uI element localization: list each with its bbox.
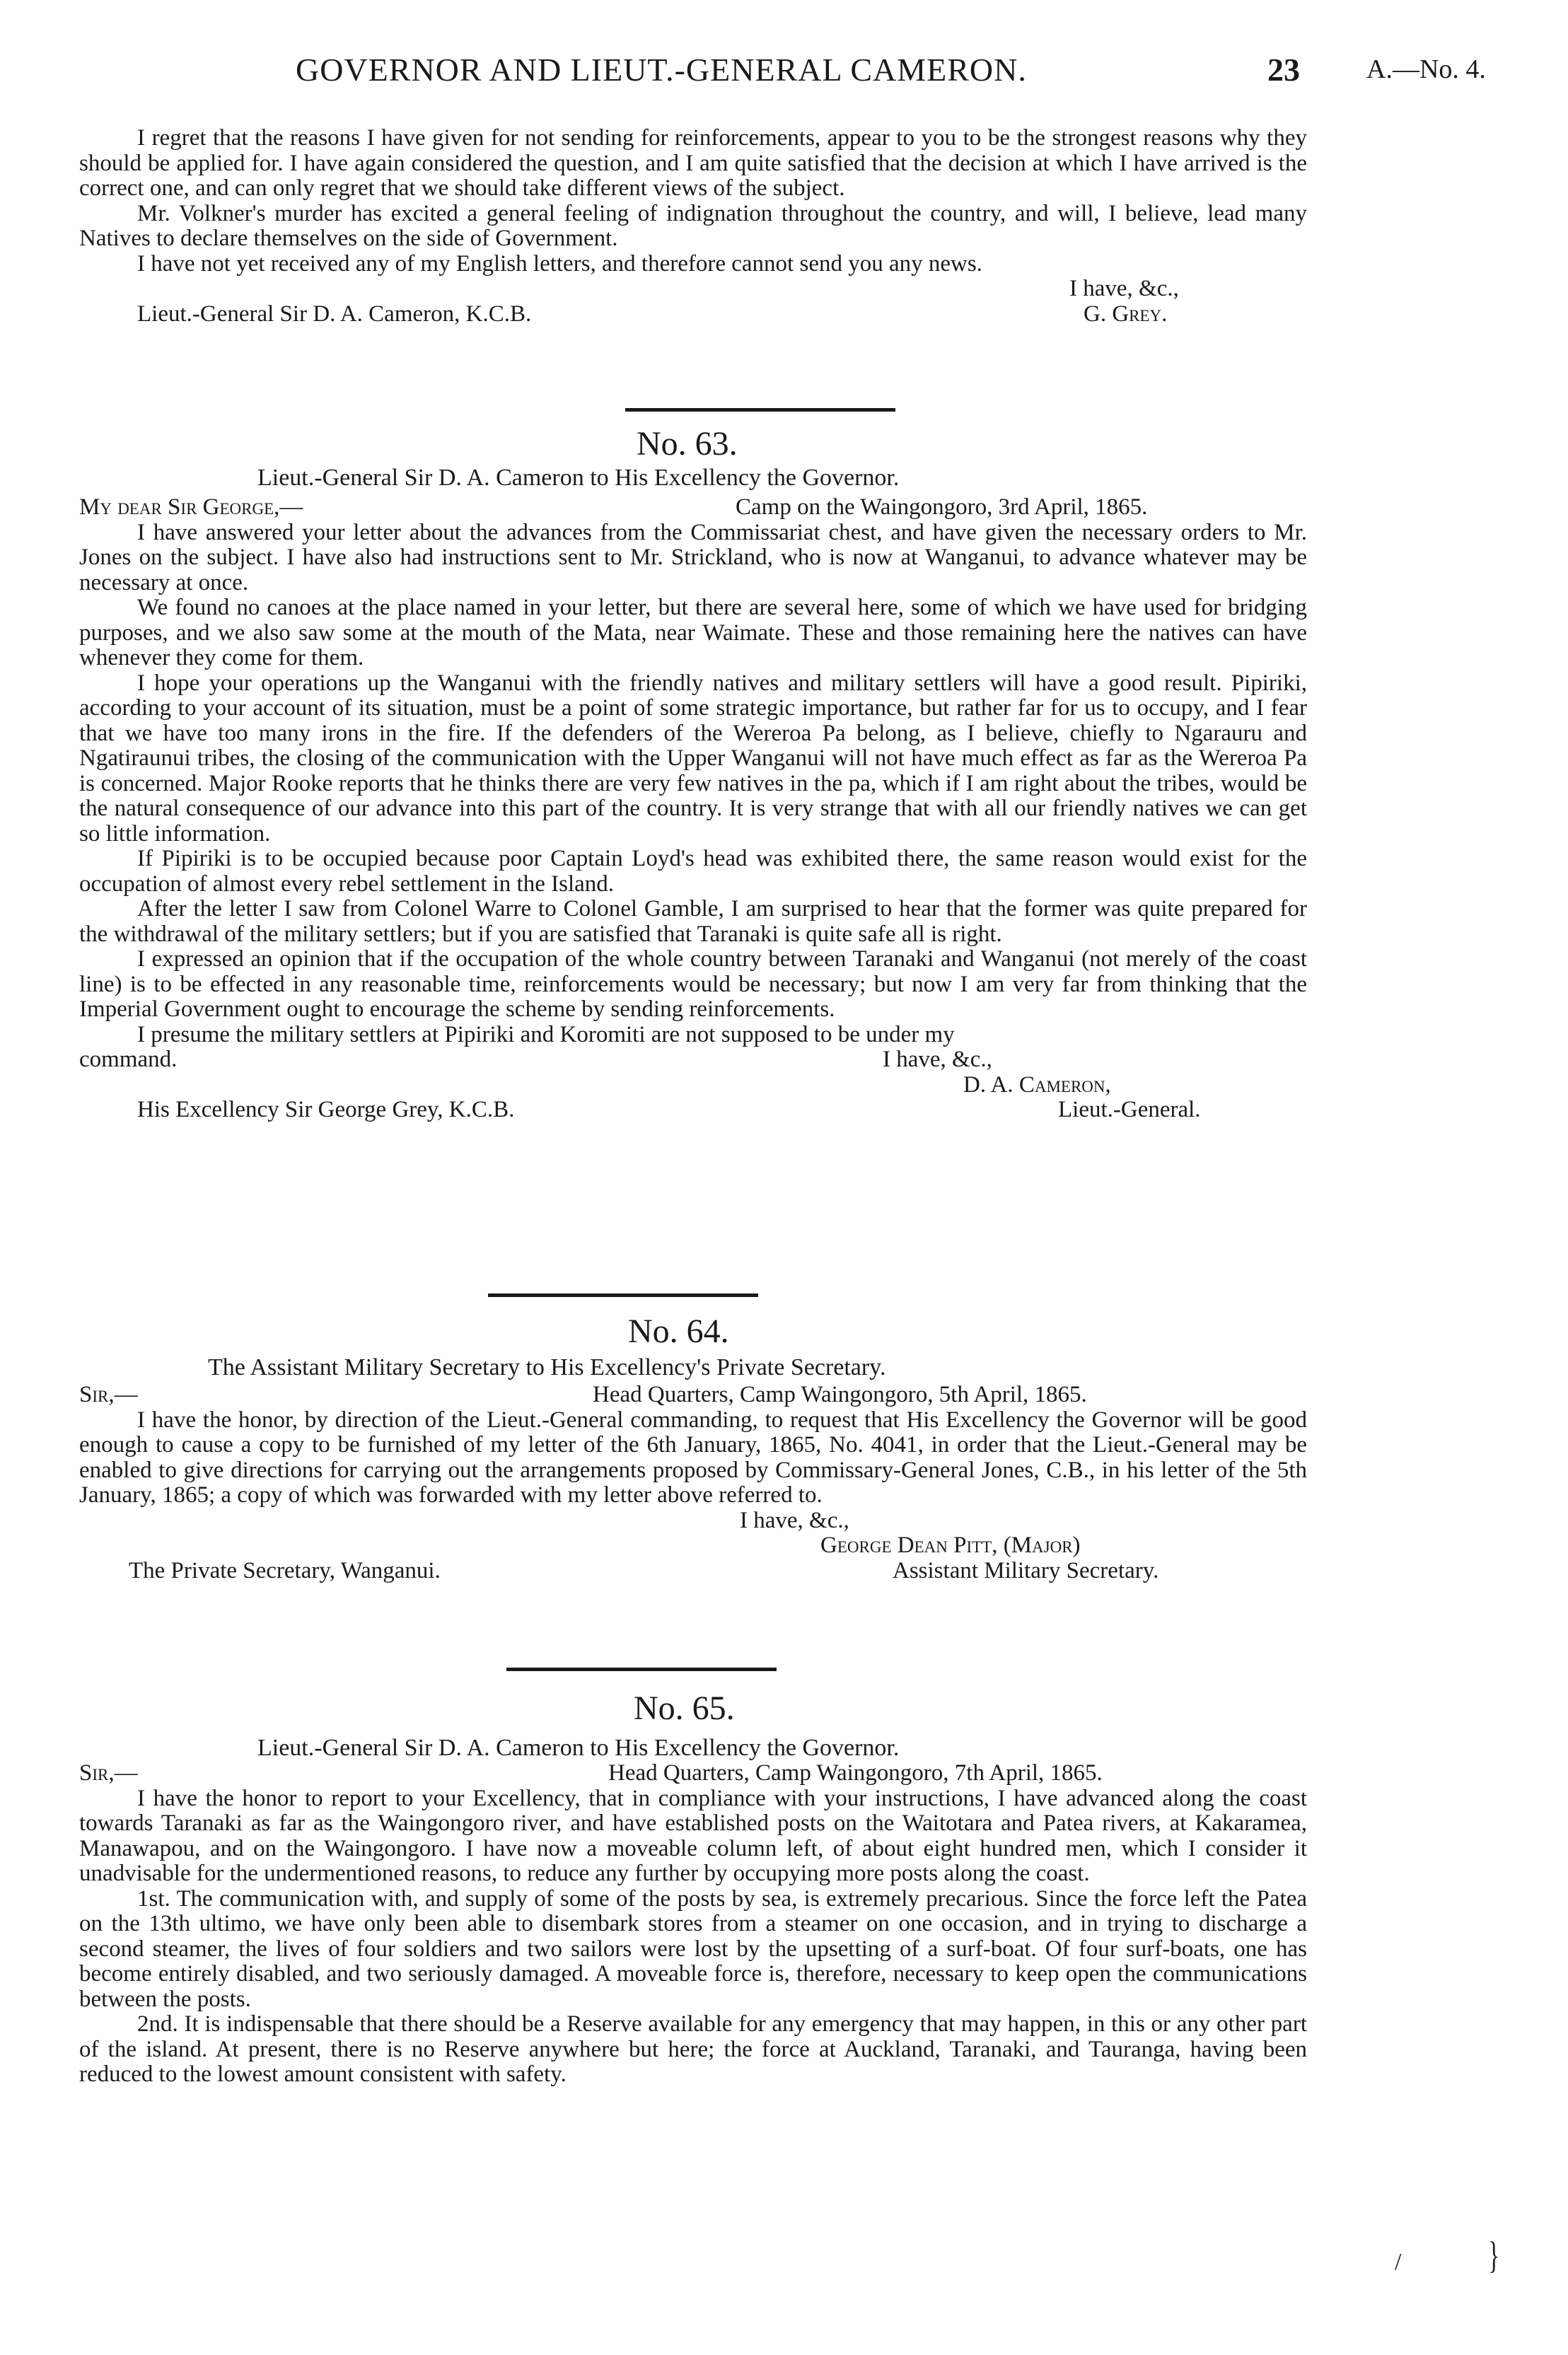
rank: Assistant Military Secretary. — [893, 1557, 1159, 1583]
addressee: His Excellency Sir George Grey, K.C.B. — [137, 1097, 515, 1122]
section-rule — [625, 408, 895, 412]
addressee-row — [79, 1559, 1307, 1584]
paragraph-line — [79, 1023, 1307, 1048]
paragraph: I regret that the reasons I have given for not sending for reinforcements, appear to you to be the strongest reasons why they should be applied for. I have again considered the question, and I am quite satisfied that the decision at which I have arrived is the correct one, and can only regret that we should take different views of the subject. — [79, 125, 1307, 201]
signature: G. Grey. — [1084, 301, 1168, 327]
addressee: The Private Secretary, Wanganui. — [129, 1557, 441, 1583]
salutation: Sir,— — [79, 1382, 138, 1407]
salutation: Sir,— — [79, 1760, 138, 1786]
section-rule — [506, 1668, 777, 1671]
addressee: Lieut.-General Sir D. A. Cameron, K.C.B. — [137, 301, 532, 327]
document-number: No. 63. — [637, 425, 738, 463]
paragraph: If Pipiriki is to be occupied because poor Captain Loyd's head was exhibited there, the same reason would exist for the occupation of almost every rebel settlement in the Island. — [79, 846, 1307, 897]
paragraph: 2nd. It is indispensable that there should be a Reserve available for any emergency that may happen, in this or any other part of the island. At present, there is no Reserve anywhere but here; the force at Auckland, Taranaki, and Tauranga, having been reduced to the lowest amount consistent with safety. — [79, 2011, 1307, 2087]
paragraph: I have the honor to report to your Excellency, that in compliance with your instructions, I have advanced along the coast towards Taranaki as far as the Waingongoro river, and have established posts on the Waitotara and Patea rivers, at Kakaramea, Manawapou, and on the Waingongoro. I have now a moveable column left, of about eight hundred men, which I consider it unadvisable for the undermentioned reasons, to reduce any further by occupying more posts along the coast. — [79, 1785, 1307, 1886]
paragraph: I hope your operations up the Wanganui with the friendly natives and military settlers will have a good result. Pipiriki, according to your account of its situation, must be a point of some strategic importance, but rather far for us to occupy, and I fear that we have too many irons in the fire. If the defenders of the Wereroa Pa belong, as I believe, chiefly to Ngarauru and Ngatiraunui tribes, the closing of the communication with the Upper Wanganui will not have much effect as far as the Wereroa Pa is concerned. Major Rooke reports that he thinks there are very few natives in the pa, which if I am right about the tribes, would be the natural consequence of our advance into this part of the country. It is very strange that with all our friendly natives we can get so little information. — [79, 670, 1307, 847]
dateline: Head Quarters, Camp Waingongoro, 5th April, 1865. — [593, 1382, 1087, 1407]
closing: I have, &c., — [883, 1047, 992, 1072]
section-rule — [488, 1293, 758, 1297]
closing-row — [79, 277, 1307, 302]
paragraph: We found no canoes at the place named in your letter, but there are several here, some of which we have used for bridging purposes, and we also saw some at the mouth of the Mata, near Waimate. These and those remaining here the natives can have whenever they come for them. — [79, 595, 1307, 670]
signature: George Dean Pitt, (Major) — [820, 1533, 1081, 1558]
letter-65-body — [79, 1761, 1307, 2088]
paragraph: I have the honor, by direction of the Lieut.-General commanding, to request that His Excellency the Governor will be good enough to cause a copy to be furnished of my letter of the 6th January, 1865, No. 4041, in order that the Lieut.-General may be enabled to give directions for carrying out the arrangements proposed by Commissary-General Jones, C.B., in his letter of the 5th January, 1865; a copy of which was forwarded with my letter above referred to. — [79, 1407, 1307, 1508]
running-head-title: GOVERNOR AND LIEUT.-GENERAL CAMERON. — [296, 52, 1027, 88]
running-head — [0, 51, 1568, 93]
paragraph: I have answered your letter about the advances from the Commissariat chest, and have given the necessary orders to Mr. Jones on the subject. I have also had instructions sent to Mr. Strickland, who is now at Wanganui, to advance whatever may be necessary at once. — [79, 519, 1307, 595]
opening-letter — [79, 126, 1307, 327]
closing-row — [79, 1047, 1307, 1073]
paragraph: I expressed an opinion that if the occupation of the whole country between Taranaki and Wanganui (not merely of the coast line) is to be effected in any reasonable time, reinforcements would be necessary; but now I am very far from thinking that the Imperial Government ought to encourage the scheme by sending reinforcements. — [79, 946, 1307, 1022]
closing: I have, &c., — [740, 1507, 849, 1533]
page-number: 23 — [1267, 52, 1300, 88]
paragraph-text: I presume the military settlers at Pipiriki and Koromiti are not supposed to be under my — [137, 1021, 955, 1047]
paragraph: I have not yet received any of my English letters, and therefore cannot send you any news. — [137, 250, 982, 277]
dateline: Camp on the Waingongoro, 3rd April, 1865. — [736, 494, 1148, 520]
salutation: My dear Sir George,— — [79, 494, 303, 520]
salutation-row — [79, 1383, 1307, 1408]
margin-brace-mark: } — [1488, 2235, 1500, 2277]
paragraph: Mr. Volkner's murder has excited a general feeling of indignation throughout the country, and will, I believe, lead many Natives to declare themselves on the side of Government. — [79, 200, 1307, 251]
series-reference: A.—No. 4. — [1366, 54, 1486, 84]
letter-63-body — [79, 495, 1307, 1123]
salutation-row — [79, 495, 1307, 521]
document-heading: The Assistant Military Secretary to His Excellency's Private Secretary. — [208, 1354, 886, 1380]
signature-row — [79, 1073, 1307, 1098]
document-heading: Lieut.-General Sir D. A. Cameron to His Excellency the Governor. — [257, 465, 900, 491]
salutation-row — [79, 1761, 1307, 1786]
document-number: No. 64. — [628, 1313, 729, 1350]
letter-64-body — [79, 1383, 1307, 1583]
addressee-row — [79, 1098, 1307, 1123]
margin-tick-mark: / — [1395, 2249, 1402, 2275]
paragraph-text: command. — [79, 1047, 178, 1072]
paragraph: 1st. The communication with, and supply of some of the posts by sea, is extremely precarious. Since the force left the Patea on the 13th ultimo, we have only been able to disembark stores from a steamer on one occasion, and in trying to discharge a second steamer, the lives of four soldiers and two sailors were lost by the upsetting of a surf-boat. Of four surf-boats, one has become entirely disabled, and two seriously damaged. A moveable force is, therefore, necessary to keep open the communications between the posts. — [79, 1885, 1307, 2012]
paragraph: After the letter I saw from Colonel Warre to Colonel Gamble, I am surprised to hear that the former was quite prepared for the withdrawal of the military settlers; but if you are satisfied that Taranaki is quite safe all is right. — [79, 896, 1307, 947]
closing: I have, &c., — [1069, 276, 1179, 301]
document-number: No. 65. — [634, 1690, 735, 1727]
dateline: Head Quarters, Camp Waingongoro, 7th April, 1865. — [608, 1760, 1103, 1786]
signature-row — [79, 302, 1307, 327]
document-heading: Lieut.-General Sir D. A. Cameron to His Excellency the Governor. — [257, 1735, 900, 1761]
signature-row — [79, 1533, 1307, 1559]
rank: Lieut.-General. — [1058, 1097, 1201, 1122]
signature: D. A. Cameron, — [963, 1071, 1111, 1098]
closing-row — [79, 1508, 1307, 1534]
